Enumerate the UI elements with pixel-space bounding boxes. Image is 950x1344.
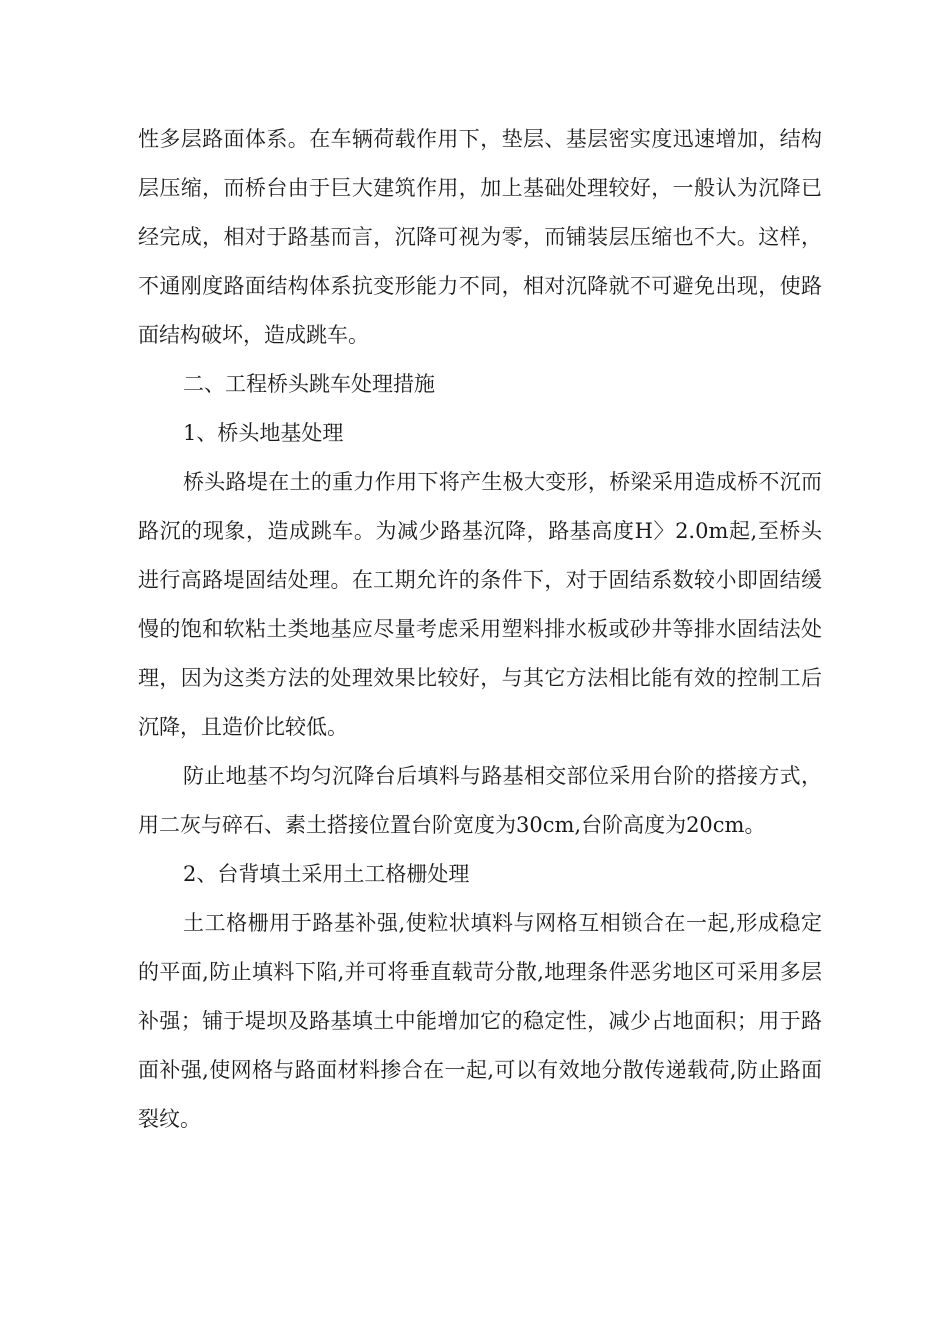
paragraph-geogrid: 土工格栅用于路基补强,使粒状填料与网格互相锁合在一起,形成稳定的平面,防止填料下陷,并可将垂直载苛分散,地理条件恶劣地区可采用多层补强；铺于堤坝及路基填土中能增加它的稳定性，减少占地面积；用于路面补强,使网格与路面材料掺合在一起,可以有效地分散传递载荷,防止路面裂纹。	[138, 911, 822, 1131]
section-heading-2: 二、工程桥头跳车处理措施	[183, 372, 435, 396]
paragraph-bridgehead-foundation: 桥头路堤在土的重力作用下将产生极大变形，桥梁采用造成桥不沉而路沉的现象，造成跳车。为减少路基沉降，路基高度H〉2.0m起,至桥头进行高路堤固结处理。在工期允许的条件下，对于固结系数较小即固结缓慢的饱和软粘土类地基应尽量考虑采用塑料排水板或砂井等排水固结法处理，因为这类方法的处理效果比较好，与其它方法相比能有效的控制工后沉降，且造价比较低。	[138, 470, 822, 739]
subsection-heading-2: 2、台背填土采用土工格栅处理	[183, 862, 470, 886]
document-body	[138, 115, 822, 1144]
subsection-heading-1: 1、桥头地基处理	[183, 421, 344, 445]
paragraph-continuation: 性多层路面体系。在车辆荷载作用下，垫层、基层密实度迅速增加，结构层压缩，而桥台由于巨大建筑作用，加上基础处理较好，一般认为沉降已经完成，相对于路基而言，沉降可视为零，而铺装层压缩也不大。这样，不通刚度路面结构体系抗变形能力不同，相对沉降就不可避免出现，使路面结构破坏，造成跳车。	[138, 127, 822, 347]
paragraph-uneven-settlement: 防止地基不均匀沉降台后填料与路基相交部位采用台阶的搭接方式，用二灰与碎石、素土搭接位置台阶宽度为30cm,台阶高度为20cm。	[138, 764, 822, 837]
